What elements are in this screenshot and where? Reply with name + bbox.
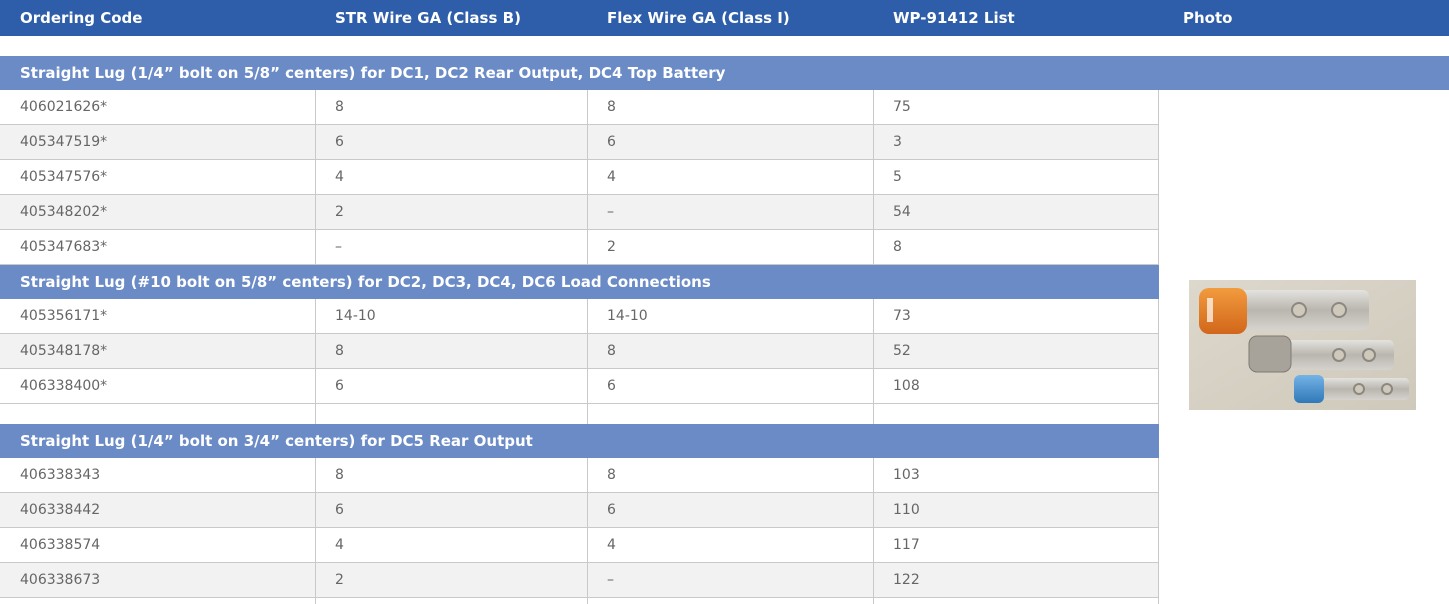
table-row [0, 563, 1159, 598]
cell-flex-wire: 2 [607, 239, 616, 255]
cell-str-wire: 6 [335, 134, 344, 150]
cell-flex-wire: 6 [607, 378, 616, 394]
column-divider [587, 458, 588, 604]
column-divider [587, 299, 588, 424]
cell-str-wire: 8 [335, 99, 344, 115]
cell-list: 5 [893, 169, 902, 185]
cell-list: 54 [893, 204, 911, 220]
table-row [0, 230, 1159, 265]
cell-list: 117 [893, 537, 920, 553]
cell-ordering-code: 406338442 [20, 502, 101, 518]
cell-ordering-code: 405347683* [20, 239, 108, 255]
cell-flex-wire: 4 [607, 169, 616, 185]
cell-flex-wire: – [607, 572, 614, 588]
cell-flex-wire: 6 [607, 134, 616, 150]
cell-list: 8 [893, 239, 902, 255]
cell-ordering-code: 406338343 [20, 467, 101, 483]
header-photo: Photo [1183, 9, 1233, 27]
cell-list: 3 [893, 134, 902, 150]
cell-ordering-code: 405347519* [20, 134, 108, 150]
column-divider [1158, 299, 1159, 424]
column-divider [315, 458, 316, 604]
cell-str-wire: 4 [335, 169, 344, 185]
column-divider [315, 299, 316, 424]
section-title: Straight Lug (1/4” bolt on 3/4” centers) for DC5 Rear Output [20, 432, 533, 450]
column-divider [315, 90, 316, 265]
cell-list: 75 [893, 99, 911, 115]
cell-list: 110 [893, 502, 920, 518]
table-row [0, 369, 1159, 404]
cell-ordering-code: 406338673 [20, 572, 101, 588]
column-divider [873, 90, 874, 265]
header-list: WP-91412 List [893, 9, 1015, 27]
table-row [0, 493, 1159, 528]
column-divider [873, 458, 874, 604]
lug-terminal-photo [1189, 280, 1416, 410]
header-ordering-code: Ordering Code [20, 9, 143, 27]
cell-ordering-code: 406338400* [20, 378, 108, 394]
section-title: Straight Lug (1/4” bolt on 5/8” centers) for DC1, DC2 Rear Output, DC4 Top Battery [20, 64, 726, 82]
section-2-heading [0, 265, 1159, 299]
cell-str-wire: 14-10 [335, 308, 376, 324]
table-row [0, 528, 1159, 563]
cell-flex-wire: 14-10 [607, 308, 648, 324]
section-3-heading [0, 424, 1159, 458]
cell-list: 122 [893, 572, 920, 588]
table-header [0, 0, 1449, 36]
cell-str-wire: 2 [335, 204, 344, 220]
cell-ordering-code: 406021626* [20, 99, 108, 115]
cell-list: 52 [893, 343, 911, 359]
cell-ordering-code: 405348202* [20, 204, 108, 220]
header-flex-wire: Flex Wire GA (Class I) [607, 9, 790, 27]
cell-ordering-code: 405348178* [20, 343, 108, 359]
table-row [0, 125, 1159, 160]
column-divider [587, 90, 588, 265]
cell-list: 108 [893, 378, 920, 394]
cell-str-wire: 2 [335, 572, 344, 588]
cell-ordering-code: 405356171* [20, 308, 108, 324]
cell-flex-wire: 8 [607, 99, 616, 115]
cell-flex-wire: 6 [607, 502, 616, 518]
cell-str-wire: – [335, 239, 342, 255]
column-divider [1158, 90, 1159, 265]
cell-flex-wire: 8 [607, 343, 616, 359]
cell-list: 73 [893, 308, 911, 324]
cell-str-wire: 6 [335, 378, 344, 394]
table-row [0, 299, 1159, 334]
table-row [0, 195, 1159, 230]
table-row [0, 334, 1159, 369]
header-str-wire: STR Wire GA (Class B) [335, 9, 521, 27]
cell-str-wire: 6 [335, 502, 344, 518]
cell-str-wire: 8 [335, 343, 344, 359]
cell-list: 103 [893, 467, 920, 483]
cell-ordering-code: 405347576* [20, 169, 108, 185]
cell-ordering-code: 406338574 [20, 537, 101, 553]
table-row [0, 458, 1159, 493]
table-row [0, 160, 1159, 195]
cell-flex-wire: – [607, 204, 614, 220]
section-title: Straight Lug (#10 bolt on 5/8” centers) for DC2, DC3, DC4, DC6 Load Connections [20, 273, 711, 291]
column-divider [1158, 458, 1159, 604]
table-row [0, 90, 1159, 125]
column-divider [873, 299, 874, 424]
cell-str-wire: 8 [335, 467, 344, 483]
cell-str-wire: 4 [335, 537, 344, 553]
section-1-heading [0, 56, 1449, 90]
cell-flex-wire: 8 [607, 467, 616, 483]
cell-flex-wire: 4 [607, 537, 616, 553]
